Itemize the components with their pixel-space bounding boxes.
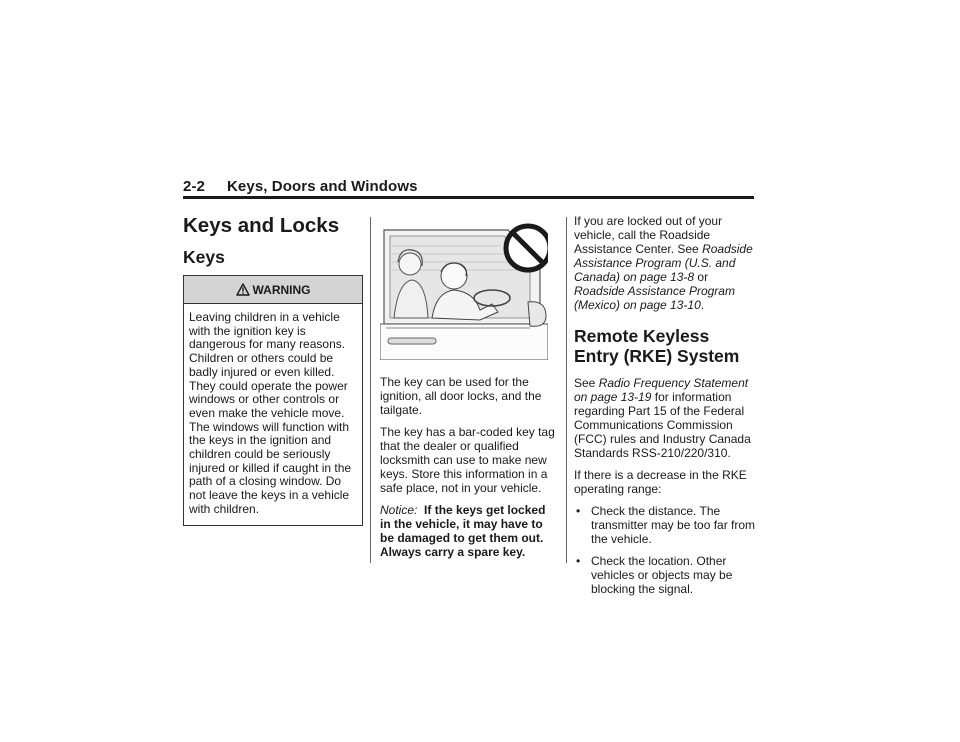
list-item-text: Check the location. Other vehicles or objects may be blocking the signal.	[591, 554, 733, 596]
locked-out-text: If you are locked out of your vehicle, call the Roadside Assistance Center. See	[574, 214, 723, 256]
warning-triangle-icon	[236, 283, 250, 296]
rke-see: See	[574, 376, 599, 390]
list-item-text: Check the distance. The transmitter may be too far from the vehicle.	[591, 504, 756, 546]
radio-frequency-link[interactable]: Radio Frequency Statement on page 13-19	[574, 376, 749, 404]
list-item	[574, 554, 756, 596]
notice-text: If the keys get locked in the vehicle, it may have to be damaged to get them out. Always carry a spare key.	[380, 503, 546, 559]
bullet-icon: •	[576, 504, 581, 518]
column-2	[380, 214, 558, 567]
rke-info-text: for information regarding Part 15 of the Federal Communications Commission (FCC) rules and Industry Canada Standards RSS-210/220/310.	[574, 390, 751, 460]
roadside-us-link[interactable]: Roadside Assistance Program (U.S. and Canada) on page 13-8	[574, 242, 753, 284]
notice-label: Notice:	[380, 503, 418, 517]
no-children-in-vehicle-illustration	[380, 220, 548, 360]
warning-box	[183, 275, 363, 526]
key-tag-paragraph: The key has a bar-coded key tag that the dealer or qualified locksmith can use to make new keys. Store this information in a safe place, not in your vehicle.	[380, 425, 555, 495]
warning-header	[184, 276, 362, 304]
bullet-icon: •	[576, 554, 581, 568]
warning-text: Leaving children in a vehicle with the ignition key is dangerous for many reasons. Children or others could be badly injured or even killed. They could operate the power windows or other controls or even make the vehicle move. The windows will function with the keys in the ignition and children could be seriously injured or killed if caught in the path of a closing window. Do not leave the keys in a vehicle with children.	[189, 310, 352, 516]
column-1	[183, 214, 363, 526]
column-divider-2	[566, 217, 567, 563]
rke-intro-paragraph	[574, 376, 756, 460]
rke-range-paragraph: If there is a decrease in the RKE operating range:	[574, 468, 747, 496]
notice-paragraph	[380, 503, 558, 559]
warning-title: WARNING	[252, 282, 311, 297]
column-3	[574, 214, 756, 604]
page-number: 2-2	[183, 178, 205, 195]
header-rule	[183, 196, 754, 199]
section-title: Keys and Locks	[183, 214, 340, 237]
chapter-title: Keys, Doors and Windows	[227, 178, 418, 195]
locked-out-period: .	[700, 298, 705, 312]
page-header	[183, 178, 754, 196]
locked-out-paragraph	[574, 214, 756, 312]
roadside-mexico-link[interactable]: Roadside Assistance Program (Mexico) on page 13-10	[574, 284, 735, 312]
rke-title: Remote Keyless Entry (RKE) System	[574, 326, 740, 366]
rke-checklist	[574, 504, 756, 596]
locked-out-or: or	[694, 270, 709, 284]
column-divider-1	[370, 217, 371, 563]
subsection-title: Keys	[183, 247, 225, 267]
list-item	[574, 504, 756, 546]
key-usage-paragraph: The key can be used for the ignition, all door locks, and the tailgate.	[380, 375, 542, 417]
